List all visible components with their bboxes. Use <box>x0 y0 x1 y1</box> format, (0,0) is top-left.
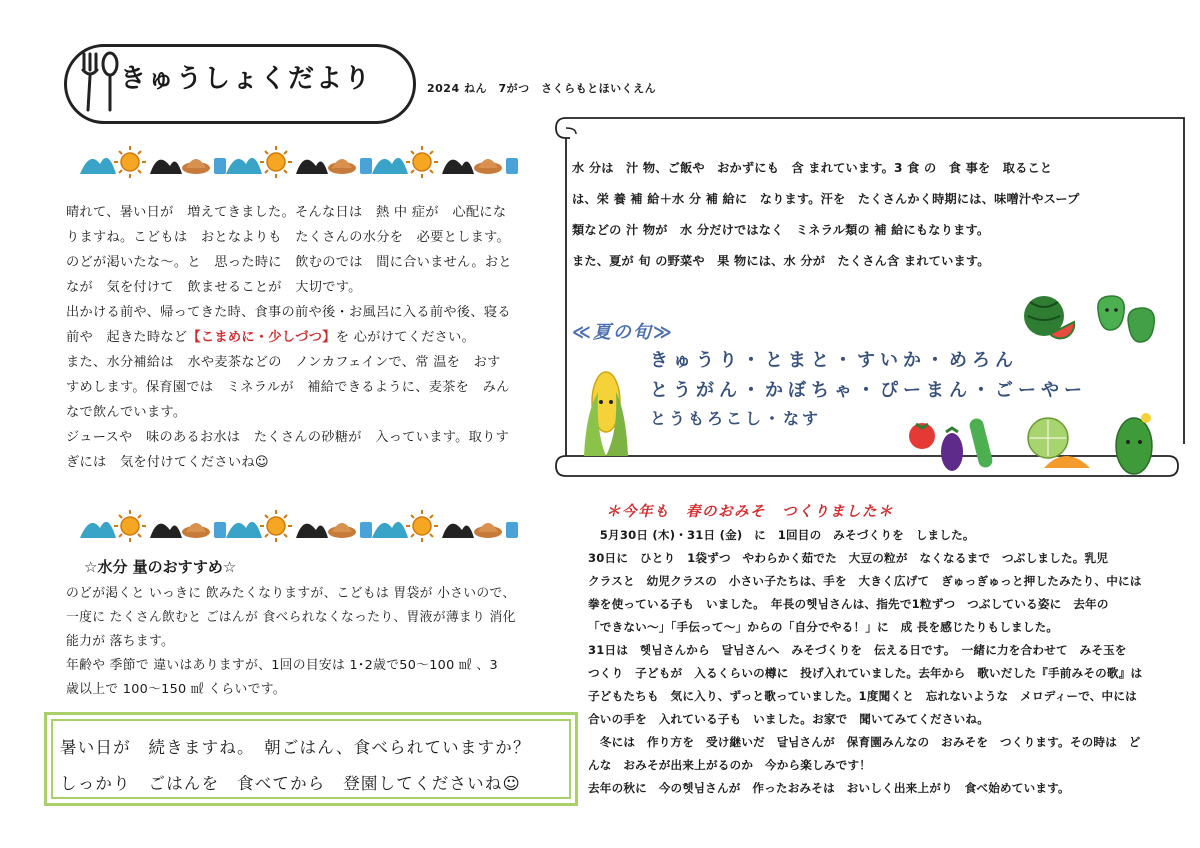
water-line: 水 分は 汁 物、ご飯や おかずにも 含 まれています。3 食 の 食 事を 取ること <box>572 161 1053 175</box>
intro-line: ジュースや 味のあるお水は たくさんの砂糖が 入っています。取りす <box>66 430 510 445</box>
intro-paragraph <box>66 200 512 475</box>
rec-line: のどが渇くと いっきに 飲みたくなりますが、こどもは 胃袋が 小さいので、 <box>66 586 516 601</box>
miso-line: つくり 子どもが 入るくらいの樽に 投げ入れていました。去年から 歌いだした『手前みその歌』は <box>588 666 1143 680</box>
miso-line: んな おみそが出来上がるのか 今から楽しみです！ <box>588 758 872 772</box>
intro-line: のどが渇いたな～。と 思った時に 飲むのでは 間に合いません。おと <box>66 255 512 270</box>
water-line: また、夏が 旬 の野菜や 果 物には、水 分が たくさん含 まれています。 <box>572 254 990 268</box>
miso-line: 31日は 헷님さんから 달님さんへ みそづくりを 伝える日です。 一緒に力を合わせて みそ玉を <box>588 643 1127 657</box>
miso-line: 合いの手を 入れている子も いました。お家で 聞いてみてくださいね。 <box>588 712 989 726</box>
vegetable-line: きゅうり・とまと・すいか・めろん <box>650 350 1018 371</box>
green-pepper-icon <box>1092 290 1162 346</box>
water-line: は、栄 養 補 給＋水 分 補 給に なります。汗を たくさんかく時期には、味噌汁やスープ <box>572 192 1080 206</box>
intro-line <box>66 325 512 350</box>
miso-line: クラスと 幼児クラスの 小さい子たちは、手を 大きく広げて ぎゅっぎゅっと押したみたり、中には <box>588 574 1142 588</box>
intro-line: なで飲んでいます。 <box>66 405 187 420</box>
page-title: きゅうしょくだより <box>120 64 373 94</box>
miso-line: 冬には 作り方を 受け継いだ 달님さんが 保育園みんなの おみそを つくります。その時は ど <box>588 735 1141 749</box>
rec-line: 能力が 落ちます。 <box>66 634 175 649</box>
intro-line: 晴れて、暑い日が 増えてきました。そんな日は 熱 中 症が 心配にな <box>66 205 507 220</box>
summer-season-label: ≪夏の旬≫ <box>572 322 674 343</box>
reminder-line: しっかり ごはんを 食べてから 登園してくださいね☺ <box>60 774 521 793</box>
intro-line: 出かける前や、帰ってきた時、食事の前や後・お風呂に入る前や後、寝る <box>66 305 511 320</box>
miso-line: 去年の秋に 今の헷님さんが 作ったおみそは おいしく出来上がり 食べ始めています。 <box>588 781 1070 795</box>
miso-paragraph <box>588 524 1142 800</box>
summer-decoration-strip-top <box>78 144 518 178</box>
miso-line: 「できない～」「手伝って～」からの「自分でやる！」に 成 長を感じたりもしました。 <box>588 620 1059 634</box>
recommendation-heading: ☆水分 量のおすすめ☆ <box>84 558 237 576</box>
miso-line: 30日に ひとり 1袋ずつ やわらかく茹でた 大豆の粒が なくなるまで つぶしました。乳児 <box>588 551 1109 565</box>
intro-line: すめします。保育園では ミネラルが 補給できるように、麦茶を みん <box>66 380 510 395</box>
intro-line: りますね。こどもは おとなよりも たくさんの水分を 必要とします。 <box>66 230 511 245</box>
vegetable-line: とうがん・かぼちゃ・ぴーまん・ごーやー <box>650 380 1087 401</box>
rec-line: 年齢や 季節で 違いはありますが、1回の目安は 1･2歳で50～100 ㎖ 、3 <box>66 658 498 673</box>
water-paragraph <box>572 156 1080 273</box>
miso-section-title: ＊今年も 春のおみそ つくりました＊ <box>606 504 894 520</box>
rec-line: 一度に たくさん飲むと ごはんが 食べられなくなったり、胃液が薄まり 消化 <box>66 610 516 625</box>
water-line: 類などの 汁 物が 水 分だけではなく ミネラル類の 補 給にもなります。 <box>572 223 990 237</box>
header-info: 2024 ねん 7がつ さくらもとほいくえん <box>427 82 657 95</box>
miso-line: 拳を使っている子も いました。 年長の헷님さんは、指先で1粒ずつ つぶしている姿に 去年の <box>588 597 1109 611</box>
intro-line: なが 気を付けて 飲ませることが 大切です。 <box>66 280 362 295</box>
miso-line: 5月30日 (木)・31日 (金) に 1回目の みそづくりを しました。 <box>588 528 975 542</box>
intro-text: を 心がけてください。 <box>335 330 476 345</box>
reminder-line: 暑い日が 続きますね。 朝ごはん、食べられていますか？ <box>60 738 531 757</box>
watermelon-icon <box>1020 292 1076 342</box>
recommendation-paragraph <box>66 582 516 702</box>
vegetable-line: とうもろこし・なす <box>650 409 822 428</box>
tomato-eggplant-cucumber-icon <box>906 412 1004 474</box>
miso-line: 子どもたちも 気に入り、ずっと歌っていました。1度聞くと 忘れないような メロディーで、中には <box>588 689 1137 703</box>
intro-text: 前や 起きた時など <box>66 330 188 345</box>
melon-goya-icon <box>1016 412 1160 478</box>
highlight-text: 【こまめに・少しづつ】 <box>187 330 336 345</box>
intro-line: ぎには 気を付けてくださいね☺ <box>66 455 269 470</box>
intro-line: また、水分補給は 水や麦茶などの ノンカフェインで、常 温を おす <box>66 355 501 370</box>
rec-line: 歳以上で 100～150 ㎖ くらいです。 <box>66 682 286 697</box>
corn-icon <box>576 362 636 458</box>
summer-decoration-strip-bottom <box>78 508 518 542</box>
